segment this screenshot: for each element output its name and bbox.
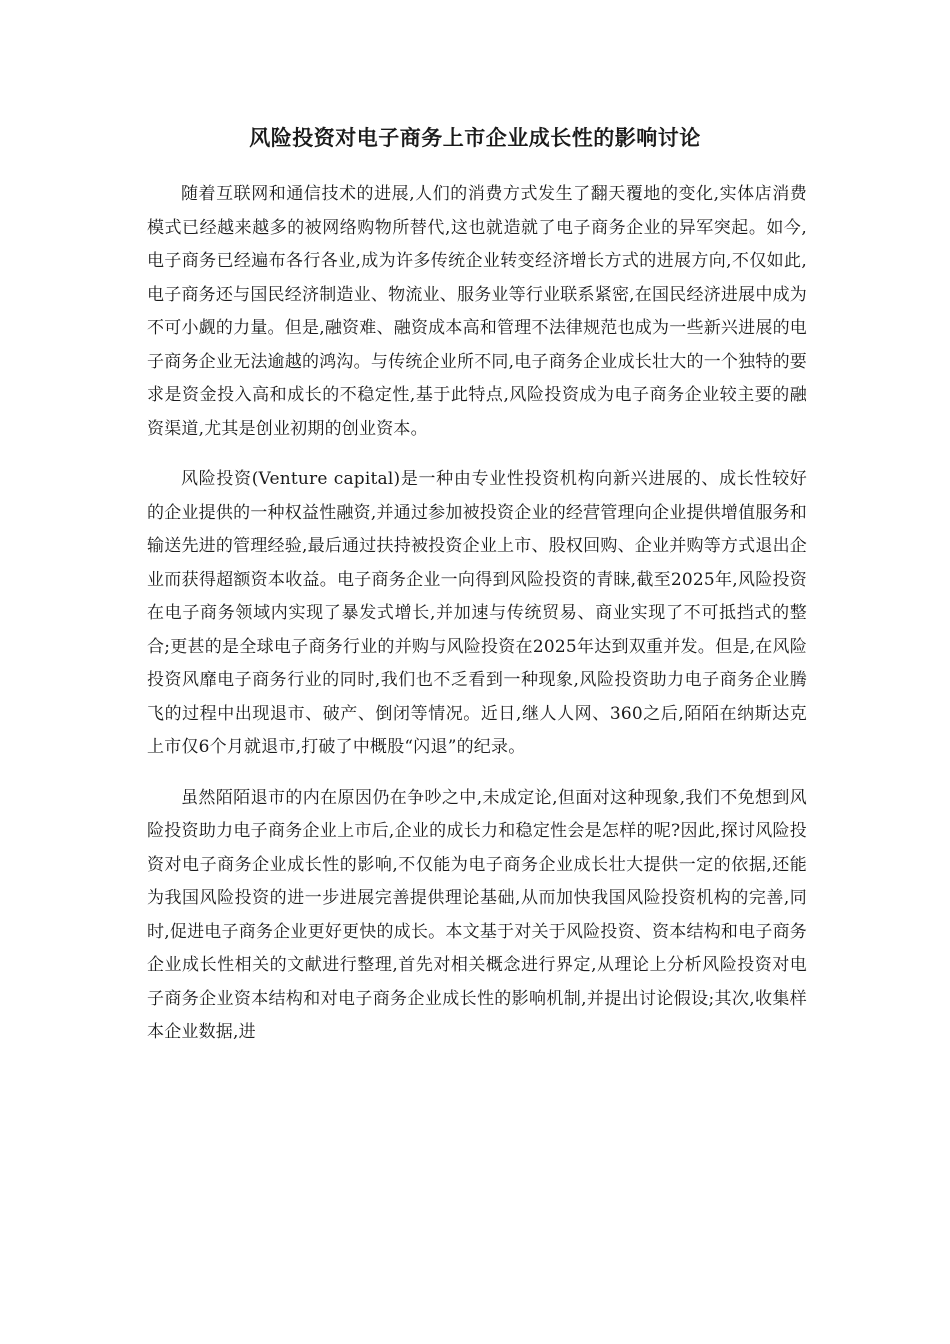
- paragraph-1: 随着互联网和通信技术的进展,人们的消费方式发生了翻天覆地的变化,实体店消费模式已经越来越多的被网络购物所替代,这也就造就了电子商务企业的异军突起。如今,电子商务已经遍布各行各业,成为许多传统企业转变经济增长方式的进展方向,不仅如此,电子商务还与国民经济制造业、物流业、服务业等行业联系紧密,在国民经济进展中成为不可小觑的力量。但是,融资难、融资成本高和管理不法律规范也成为一些新兴进展的电子商务企业无法逾越的鸿沟。与传统企业所不同,电子商务企业成长壮大的一个独特的要求是资金投入高和成长的不稳定性,基于此特点,风险投资成为电子商务企业较主要的融资渠道,尤其是创业初期的创业资本。: [147, 184, 807, 439]
- paragraph-2: 风险投资(Venture capital)是一种由专业性投资机构向新兴进展的、成长性较好的企业提供的一种权益性融资,并通过参加被投资企业的经营管理向企业提供增值服务和输送先进的管理经验,最后通过扶持被投资企业上市、股权回购、企业并购等方式退出企业而获得超额资本收益。电子商务企业一向得到风险投资的青睐,截至2025年,风险投资在电子商务领域内实现了暴发式增长,并加速与传统贸易、商业实现了不可抵挡式的整合;更甚的是全球电子商务行业的并购与风险投资在2025年达到双重并发。但是,在风险投资风靡电子商务行业的同时,我们也不乏看到一种现象,风险投资助力电子商务企业腾飞的过程中出现退市、破产、倒闭等情况。近日,继人人网、360之后,陌陌在纳斯达克上市仅6个月就退市,打破了中概股“闪退”的纪录。: [147, 469, 807, 757]
- document-body: [147, 178, 807, 1067]
- paragraph-3: 虽然陌陌退市的内在原因仍在争吵之中,未成定论,但面对这种现象,我们不免想到风险投资助力电子商务企业上市后,企业的成长力和稳定性会是怎样的呢?因此,探讨风险投资对电子商务企业成长性的影响,不仅能为电子商务企业成长壮大提供一定的依据,还能为我国风险投资的进一步进展完善提供理论基础,从而加快我国风险投资机构的完善,同时,促进电子商务企业更好更快的成长。本文基于对关于风险投资、资本结构和电子商务企业成长性相关的文献进行整理,首先对相关概念进行界定,从理论上分析风险投资对电子商务企业资本结构和对电子商务企业成长性的影响机制,并提出讨论假设;其次,收集样本企业数据,进: [147, 787, 807, 1042]
- document-title: 风险投资对电子商务上市企业成长性的影响讨论: [249, 125, 701, 150]
